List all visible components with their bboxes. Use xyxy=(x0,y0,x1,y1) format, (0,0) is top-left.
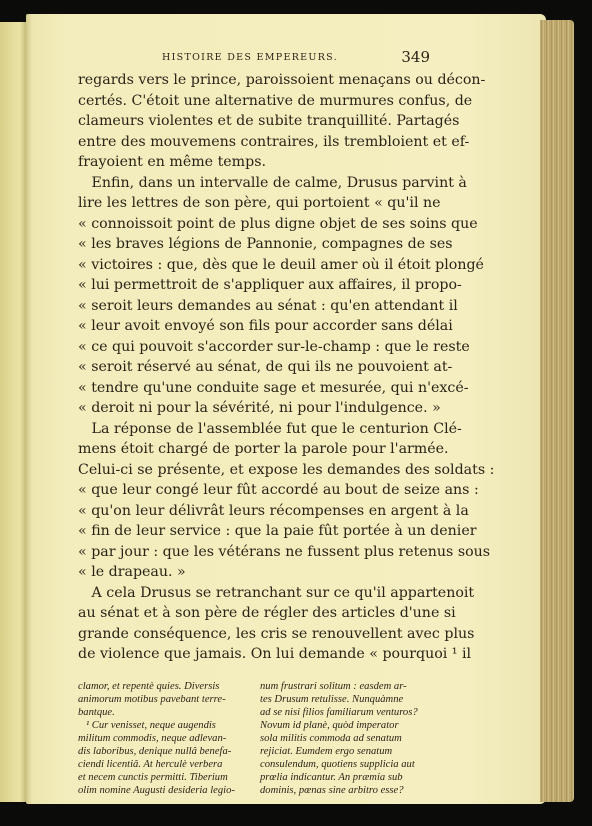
footnote-line: olim nomine Augusti desideria legio- xyxy=(78,785,235,797)
footnote-line: Novum id planè, quòd imperator xyxy=(260,719,399,731)
footnote-line: prœlia indicantur. An præmia sub xyxy=(260,772,403,784)
text-line: regards vers le prince, paroissoient menaçans ou décon- xyxy=(78,72,486,88)
footnote-line: et necem cunctis permitti. Tiberium xyxy=(78,772,228,784)
text-line: « fin de leur service : que la paie fût portée à un denier xyxy=(78,523,477,539)
page-number: 349 xyxy=(401,48,430,66)
running-title: HISTOIRE DES EMPEREURS. xyxy=(162,52,338,63)
footnote-line: ad se nisi filios familiarum venturos? xyxy=(260,706,418,718)
page-content xyxy=(78,48,495,797)
text-line: mens étoit chargé de porter la parole pour l'armée. xyxy=(78,441,449,457)
footnote-line: num frustrari solitum : easdem ar- xyxy=(260,680,407,692)
footnote-column-left xyxy=(78,680,248,798)
footnote-line: animorum motibus pavebant terre- xyxy=(78,693,226,705)
text-line: « ce qui pouvoit s'accorder sur-le-champ : que le reste xyxy=(78,338,470,355)
text-line: A cela Drusus se retranchant sur ce qu'il appartenoit xyxy=(78,584,475,601)
text-line: clameurs violentes et de subite tranquillité. Partagés xyxy=(78,113,460,129)
text-line: lire les lettres de son père, qui portoient « qu'il ne xyxy=(78,195,441,211)
text-line: « les braves légions de Pannonie, compagnes de ses xyxy=(78,236,453,252)
text-line: « seroit réservé au sénat, de qui ils ne pouvoient at- xyxy=(78,359,453,375)
text-line: de violence que jamais. On lui demande « pourquoi ¹ il xyxy=(78,646,472,662)
footnote-line: dis laboribus, denique nullâ benefa- xyxy=(78,745,232,757)
body-text xyxy=(78,70,495,665)
text-line: « qu'on leur délivrât leurs récompenses en argent à la xyxy=(78,502,469,519)
footnote-line: sola militis commoda ad senatum xyxy=(260,732,402,744)
page-header xyxy=(78,48,430,70)
text-line: entre des mouvemens contraires, ils trembloient et ef- xyxy=(78,133,470,150)
text-line: « tendre qu'une conduite sage et mesurée, qui n'excé- xyxy=(78,379,469,396)
footnote-column-right xyxy=(260,680,430,798)
footnote-line: ¹ Cur venisset, neque augendis xyxy=(78,719,216,731)
footnote-line: militum commodis, neque adlevan- xyxy=(78,732,227,744)
footnote-line: tes Drusum retulisse. Nunquàmne xyxy=(260,693,404,705)
footnote-separator xyxy=(78,673,430,674)
text-line: grande conséquence, les cris se renouvellent avec plus xyxy=(78,625,475,642)
footnote-line: consulendum, quotiens supplicia aut xyxy=(260,759,415,771)
text-line: « le drapeau. » xyxy=(78,564,186,580)
text-line: certés. C'étoit une alternative de murmures confus, de xyxy=(78,92,473,109)
text-line: « victoires : que, dès que le deuil amer où il étoit plongé xyxy=(78,256,484,273)
footnote-line: ciendi licentiâ. At herculè verbera xyxy=(78,759,223,771)
footnote-line: dominis, pœnas sine arbitro esse? xyxy=(260,785,404,797)
footnote-line: clamor, et repentè quies. Diversis xyxy=(78,680,220,692)
text-line: au sénat et à son père de régler des articles d'une si xyxy=(78,605,456,621)
page-stack-edges xyxy=(540,20,574,802)
text-line: « seroit leurs demandes au sénat : qu'en attendant il xyxy=(78,297,458,314)
text-line: « par jour : que les vétérans ne fussent plus retenus sous xyxy=(78,543,491,560)
facing-page-edge xyxy=(0,22,28,802)
text-line: « que leur congé leur fût accordé au bout de seize ans : xyxy=(78,482,479,498)
text-line: Celui-ci se présente, et expose les demandes des soldats : xyxy=(78,461,495,478)
footnote-line: rejiciat. Eumdem ergo senatum xyxy=(260,745,393,757)
footnote-line: bantque. xyxy=(78,706,115,718)
text-line: La réponse de l'assemblée fut que le centurion Clé- xyxy=(78,420,462,437)
text-line: « leur avoit envoyé son fils pour accorder sans délai xyxy=(78,318,453,334)
text-line: « deroit ni pour la sévérité, ni pour l'indulgence. » xyxy=(78,400,441,416)
footnotes xyxy=(78,680,430,798)
text-line: « lui permettroit de s'appliquer aux affaires, il propo- xyxy=(78,277,462,293)
text-line: frayoient en même temps. xyxy=(78,154,267,170)
text-line: « connoissoit point de plus digne objet de ses soins que xyxy=(78,215,478,232)
text-line: Enfin, dans un intervalle de calme, Drusus parvint à xyxy=(78,174,467,191)
